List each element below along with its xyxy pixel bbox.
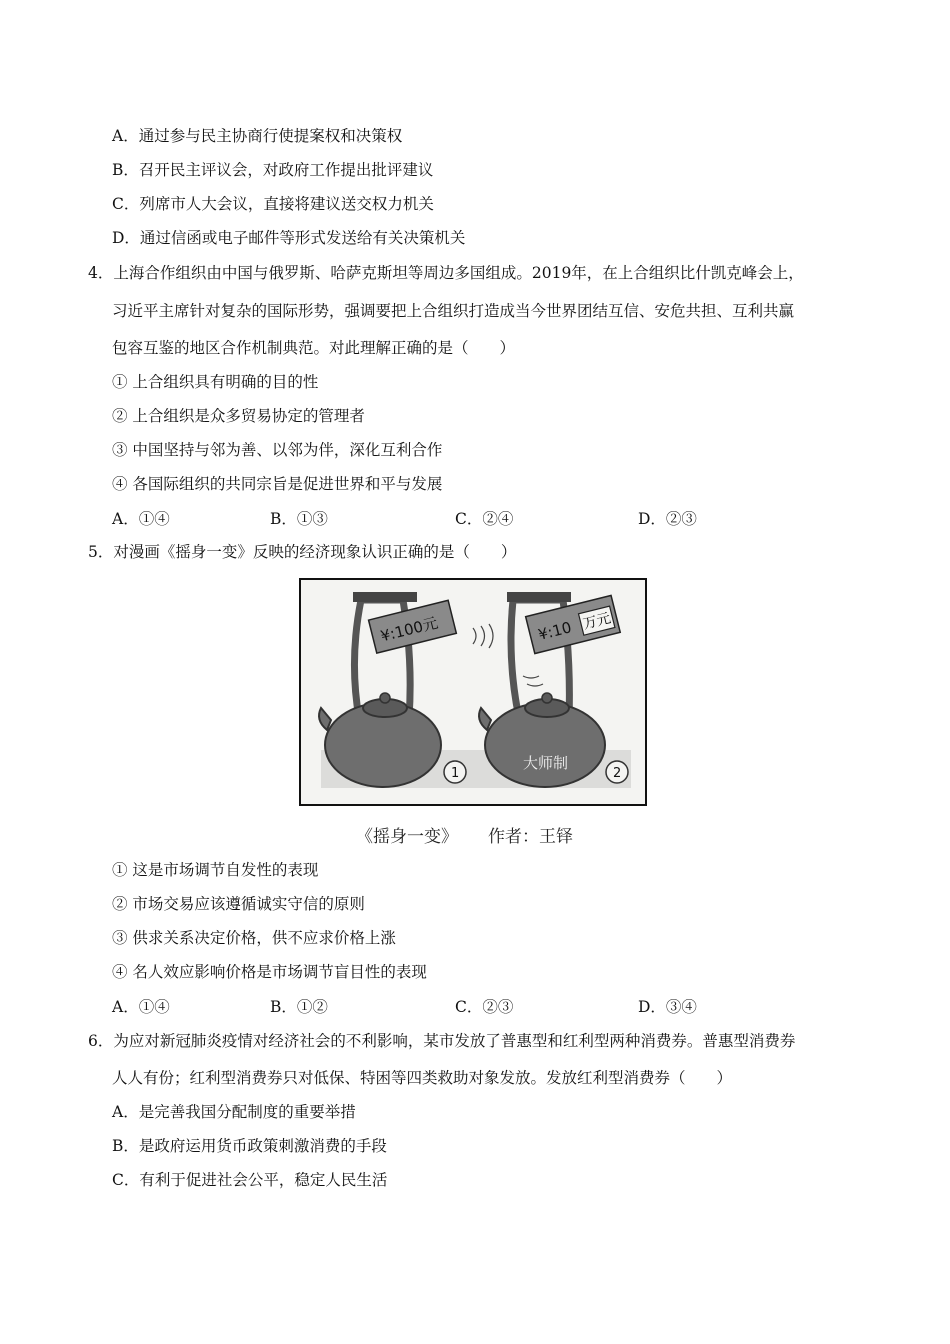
q3-option-d: D．通过信函或电子邮件等形式发送给有关决策机关 <box>112 229 466 247</box>
left-lid-knob-icon <box>380 693 390 703</box>
left-teapot-spout-icon <box>319 708 331 730</box>
caption-author: 作者：王铎 <box>488 827 573 847</box>
q4-statement-4: ④ 各国际组织的共同宗旨是促进世界和平与发展 <box>112 475 443 493</box>
q4-choice-b: B．①③ <box>270 510 328 528</box>
q4-statement-2: ② 上合组织是众多贸易协定的管理者 <box>112 407 365 425</box>
q5-choice-a: A．①④ <box>112 998 170 1016</box>
q4-stem-line-1: 4．上海合作组织由中国与俄罗斯、哈萨克斯坦等周边多国组成。2019年，在上合组织比什凯克峰会上， <box>88 264 804 282</box>
shake-lines-icon <box>523 676 543 686</box>
right-lid-knob-icon <box>542 693 552 703</box>
cartoon-caption <box>356 822 573 847</box>
q5-stem: 5．对漫画《摇身一变》反映的经济现象认识正确的是（ ） <box>88 543 517 561</box>
q4-stem-line-3: 包容互鉴的地区合作机制典范。对此理解正确的是（ ） <box>112 339 516 357</box>
q6-option-b: B．是政府运用货币政策刺激消费的手段 <box>112 1137 387 1155</box>
q6-option-a: A．是完善我国分配制度的重要举措 <box>112 1103 356 1121</box>
q5-statement-1: ① 这是市场调节自发性的表现 <box>112 861 319 879</box>
q6-stem-line-1: 6．为应对新冠肺炎疫情对经济社会的不利影响，某市发放了普惠型和红利型两种消费券。普惠型消费券 <box>88 1032 796 1050</box>
q5-statement-4: ④ 名人效应影响价格是市场调节盲目性的表现 <box>112 963 427 981</box>
right-price-boxed-text: 万元 <box>581 610 613 633</box>
q3-option-a: A．通过参与民主协商行使提案权和决策权 <box>112 127 403 145</box>
q4-statement-1: ① 上合组织具有明确的目的性 <box>112 373 319 391</box>
q4-choice-a: A．①④ <box>112 510 170 528</box>
cartoon-figure <box>299 578 647 806</box>
right-handle-top <box>507 592 571 602</box>
q5-statement-2: ② 市场交易应该遵循诚实守信的原则 <box>112 895 365 913</box>
q5-choice-d: D．③④ <box>638 998 697 1016</box>
q4-stem-line-2: 习近平主席针对复杂的国际形势，强调要把上合组织打造成当今世界团结互信、安危共担、互利共赢 <box>112 302 795 320</box>
q6-option-c: C．有利于促进社会公平，稳定人民生活 <box>112 1171 388 1189</box>
q4-choice-d: D．②③ <box>638 510 697 528</box>
mark-two-label: 2 <box>613 766 622 781</box>
left-price-text: ¥:100元 <box>378 613 440 646</box>
q3-option-c: C．列席市人大会议，直接将建议送交权力机关 <box>112 195 434 213</box>
sound-lines-icon <box>473 624 493 648</box>
left-price-tag <box>369 600 457 653</box>
q5-choice-b: B．①② <box>270 998 328 1016</box>
q5-statement-3: ③ 供求关系决定价格，供不应求价格上涨 <box>112 929 396 947</box>
q3-option-b: B．召开民主评议会，对政府工作提出批评建议 <box>112 161 434 179</box>
q4-statement-3: ③ 中国坚持与邻为善、以邻为伴，深化互利合作 <box>112 441 443 459</box>
q6-stem-line-2: 人人有份；红利型消费券只对低保、特困等四类救助对象发放。发放红利型消费券（ ） <box>112 1069 733 1087</box>
q4-choice-c: C．②④ <box>455 510 514 528</box>
right-price-text: ¥:10 <box>536 618 574 644</box>
mark-one-label: 1 <box>451 766 460 781</box>
right-price-tag <box>526 595 621 653</box>
q5-choice-c: C．②③ <box>455 998 514 1016</box>
caption-title: 《摇身一变》 <box>356 827 458 847</box>
cartoon-illustration <box>301 580 645 804</box>
right-teapot-spout-icon <box>479 708 491 730</box>
pot-label-text: 大师制 <box>523 754 569 772</box>
left-handle-top <box>353 592 417 602</box>
